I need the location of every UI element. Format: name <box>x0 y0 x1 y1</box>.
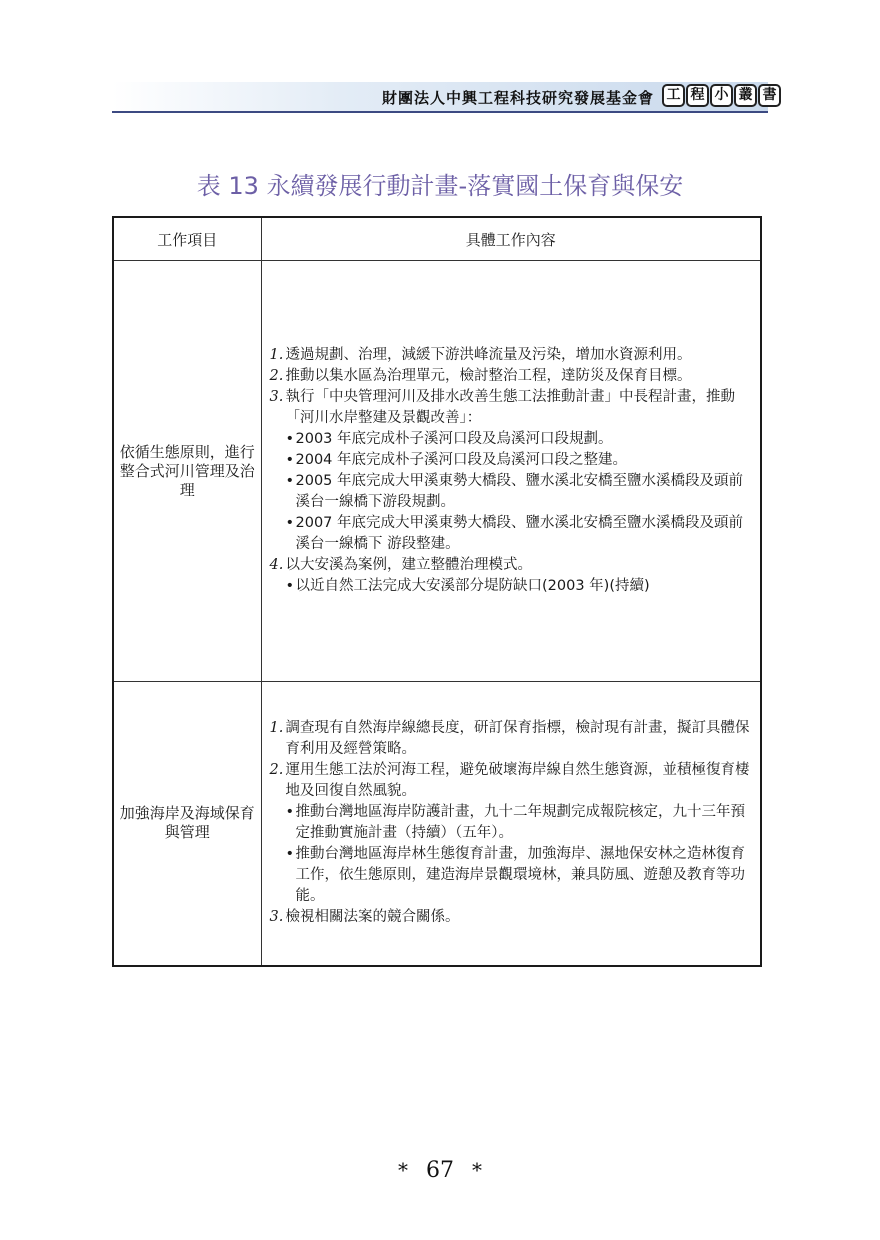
sub-list-item <box>270 802 755 844</box>
sub-list-item <box>270 429 755 450</box>
page-number: 67 <box>426 1158 454 1183</box>
table-title: 表 13 永續發展行動計畫-落實國土保育與保安 <box>196 172 684 200</box>
col-header-item: 工作項目 <box>113 217 261 261</box>
item-number: 1. <box>269 347 284 363</box>
series-char: 工 <box>662 84 685 107</box>
series-char: 書 <box>758 84 781 107</box>
numbered-item <box>270 387 755 429</box>
item-number: 3. <box>269 389 284 405</box>
sub-item-text: 2003 年底完成朴子溪河口段及烏溪河口段規劃。 <box>295 431 613 447</box>
sub-list-item <box>270 513 755 555</box>
work-items-table <box>112 216 762 967</box>
series-char: 程 <box>686 84 709 107</box>
star-icon: * <box>472 1158 482 1182</box>
item-text: 調查現有自然海岸線總長度，研訂保育指標，檢討現有計畫，擬訂具體保育利用及經營策略。 <box>285 720 750 758</box>
row-content <box>261 261 761 682</box>
star-icon: * <box>398 1158 408 1182</box>
sub-list-item <box>270 576 755 597</box>
series-badge <box>662 84 781 107</box>
item-text: 透過規劃、治理，減緩下游洪峰流量及污染，增加水資源利用。 <box>285 347 692 363</box>
bullet-icon: • <box>285 578 295 594</box>
item-text: 檢視相關法案的競合關係。 <box>285 909 460 926</box>
item-number: 2. <box>269 368 284 384</box>
row-item-label: 加強海岸及海域保育與管理 <box>113 682 261 966</box>
numbered-item <box>270 718 755 760</box>
page-footer <box>0 1158 880 1183</box>
numbered-item <box>270 760 755 802</box>
series-char: 小 <box>710 84 733 107</box>
bullet-icon: • <box>285 804 295 821</box>
numbered-item <box>270 366 755 387</box>
bullet-icon: • <box>285 452 295 468</box>
header-rule <box>112 111 768 113</box>
item-number: 4. <box>269 557 284 573</box>
sub-item-text: 2005 年底完成大甲溪東勢大橋段、鹽水溪北安橋至鹽水溪橋段及頭前溪台一線橋下游段規劃。 <box>295 473 744 510</box>
item-number: 3. <box>269 909 284 926</box>
table-row <box>113 682 761 966</box>
table-header-row <box>113 217 761 261</box>
sub-list-item <box>270 450 755 471</box>
foundation-name: 財團法人中興工程科技研究發展基金會 <box>381 89 654 107</box>
numbered-item <box>270 907 755 928</box>
bullet-icon: • <box>285 515 295 531</box>
sub-item-text: 推動台灣地區海岸防護計畫，九十二年規劃完成報院核定，九十三年預定推動實施計畫（持續）（五年）。 <box>295 804 745 842</box>
sub-item-text: 2007 年底完成大甲溪東勢大橋段、鹽水溪北安橋至鹽水溪橋段及頭前溪台一線橋下 游段整建。 <box>295 515 744 552</box>
sub-item-text: 推動台灣地區海岸林生態復育計畫，加強海岸、濕地保安林之造林復育工作，依生態原則，建造海岸景觀環境林，兼具防風、遊憩及教育等功能。 <box>295 846 745 905</box>
content-list <box>270 718 755 928</box>
sub-item-text: 2004 年底完成朴子溪河口段及烏溪河口段之整建。 <box>295 452 628 468</box>
row-content <box>261 682 761 966</box>
bullet-icon: • <box>285 431 295 447</box>
numbered-item <box>270 555 755 576</box>
bullet-icon: • <box>285 473 295 489</box>
table-row <box>113 261 761 682</box>
sub-item-text: 以近自然工法完成大安溪部分堤防缺口(2003 年)(持續) <box>295 578 650 594</box>
sub-list-item <box>270 844 755 907</box>
item-text: 運用生態工法於河海工程，避免破壞海岸線自然生態資源，並積極復育棲地及回復自然風貌。 <box>285 762 750 800</box>
numbered-item <box>270 345 755 366</box>
row-item-label: 依循生態原則，進行整合式河川管理及治理 <box>113 261 261 682</box>
item-text: 推動以集水區為治理單元，檢討整治工程，達防災及保育目標。 <box>285 368 692 384</box>
series-char: 叢 <box>734 84 757 107</box>
bullet-icon: • <box>285 846 295 863</box>
item-number: 2. <box>269 762 284 779</box>
sub-list-item <box>270 471 755 513</box>
content-list <box>270 345 755 597</box>
col-header-content: 具體工作內容 <box>261 217 761 261</box>
item-number: 1. <box>269 720 284 737</box>
item-text: 以大安溪為案例，建立整體治理模式。 <box>285 557 532 573</box>
item-text: 執行「中央管理河川及排水改善生態工法推動計畫」中長程計畫，推動「河川水岸整建及景觀改善」： <box>285 389 735 426</box>
